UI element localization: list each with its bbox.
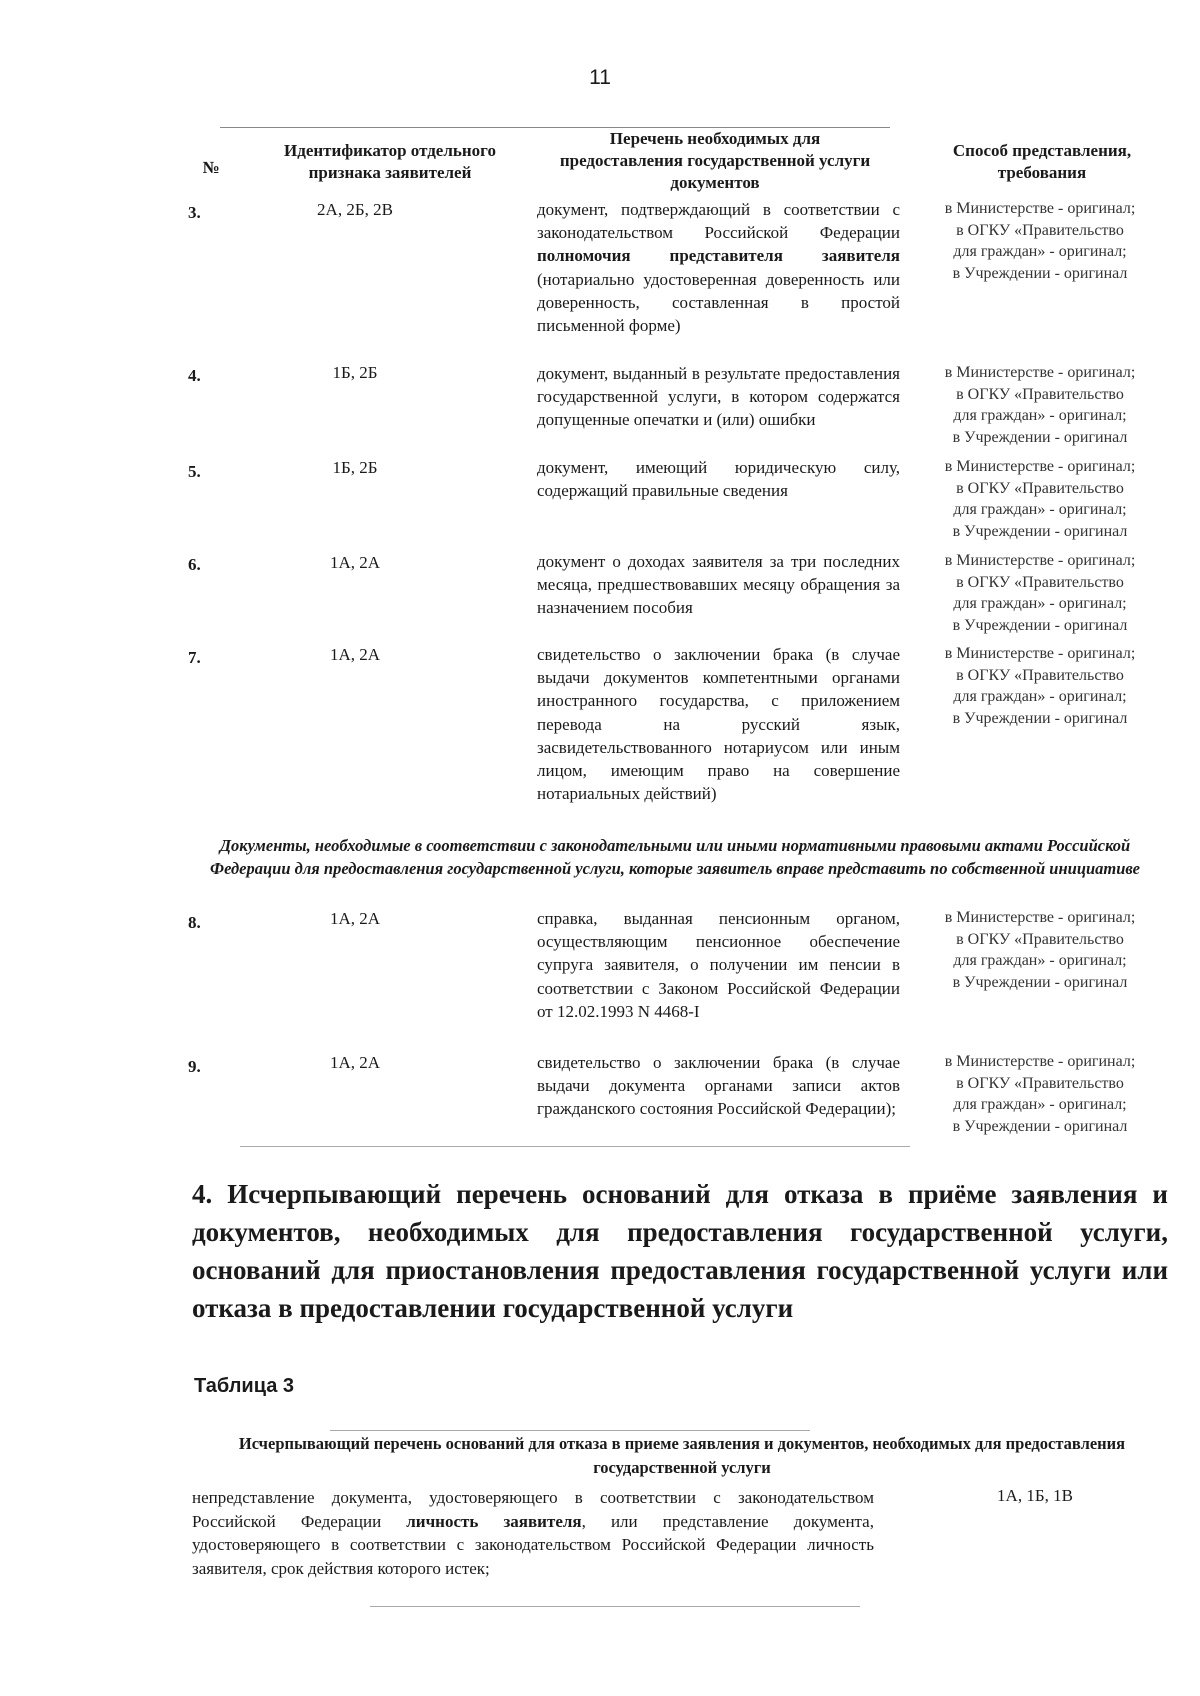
row-submission-method: в Министерстве - оригинал; в ОГКУ «Правительство для граждан» - оригинал; в Учреждении - оригинал [944,200,1136,282]
row-number: 4. [188,366,201,385]
table3-reason: непредставление документа, удостоверяющего в соответствии с законодательством Российской Федерации личность заявителя, или представление документа, удостоверяющего в соответствии с законодательством Российской Федерации личность заявителя, срок действия которого истек; [192,1488,874,1578]
table-caption: Таблица 3 [194,1375,295,1397]
row-document-description: документ, имеющий юридическую силу, содержащий правильные сведения [537,458,900,501]
table-bottom-rule [240,1146,910,1147]
row-submission-method: в Министерстве - оригинал; в ОГКУ «Правительство для граждан» - оригинал; в Учреждении - оригинал [944,552,1136,634]
row-submission-method: в Министерстве - оригинал; в ОГКУ «Правительство для граждан» - оригинал; в Учреждении - оригинал [944,909,1136,991]
header-identifier: Идентификатор отдельного признака заявителей [284,141,496,182]
row-number: 8. [188,913,201,932]
row-identifiers: 1Б, 2Б [332,458,378,477]
row-number: 3. [188,203,201,222]
row-number: 5. [188,462,201,481]
row-number: 9. [188,1057,201,1076]
row-number: 7. [188,648,201,667]
row-document-description: документ, подтверждающий в соответствии с законодательством Российской Федерации полномочия представителя заявителя (нотариально удостоверенная доверенность или доверенность, составленная в простой письменной форме) [537,200,900,336]
row-identifiers: 2А, 2Б, 2В [317,200,393,219]
row-submission-method: в Министерстве - оригинал; в ОГКУ «Правительство для граждан» - оригинал; в Учреждении - оригинал [944,364,1136,446]
row-identifiers: 1Б, 2Б [332,363,378,382]
header-number: № [202,158,220,177]
header-method: Способ представления, требования [952,141,1132,182]
row-document-description: документ о доходах заявителя за три последних месяца, предшествовавших месяцу обращения за назначением пособия [537,552,900,618]
row-document-description: свидетельство о заключении брака (в случае выдачи документа органами записи актов гражданского состояния Российской Федерации); [537,1053,900,1119]
page-number: 11 [589,66,611,89]
row-identifiers: 1А, 2А [329,909,381,928]
row-number: 6. [188,555,201,574]
row-identifiers: 1А, 2А [329,1053,381,1072]
row-submission-method: в Министерстве - оригинал; в ОГКУ «Правительство для граждан» - оригинал; в Учреждении - оригинал [944,1053,1136,1135]
header-documents: Перечень необходимых для предоставления государственной услуги документов [559,129,871,192]
row-identifiers: 1А, 2А [329,645,381,664]
table3-title: Исчерпывающий перечень оснований для отказа в приеме заявления и документов, необходимых для предоставления государственной услуги [238,1434,1126,1477]
table3-bottom-rule [370,1606,860,1607]
table3-top-rule [330,1430,810,1431]
group-heading: Документы, необходимые в соответствии с законодательными или иными нормативными правовыми актами Российской Федерации для предоставления государственной услуги, которые заявитель вправе представить по собственной инициативе [210,836,1140,878]
row-document-description: свидетельство о заключении брака (в случае выдачи документов компетентными органами иностранного государства, с приложением перевода на русский язык, засвидетельствованного нотариусом или иным лицом, имеющим право на совершение нотариальных действий) [537,645,900,804]
section-heading: 4. Исчерпывающий перечень оснований для отказа в приёме заявления и документов, необходимых для предоставления государственной услуги, оснований для приостановления предоставления государственной услуги или отказа в предоставлении государственной услуги [192,1179,1168,1323]
row-document-description: справка, выданная пенсионным органом, осуществляющим пенсионное обеспечение супруга заявителя, о получении им пенсии в соответствии с Законом Российской Федерации от 12.02.1993 N 4468-I [537,909,900,1021]
row-identifiers: 1А, 2А [329,553,381,572]
table3-identifiers: 1А, 1Б, 1В [997,1486,1073,1505]
row-submission-method: в Министерстве - оригинал; в ОГКУ «Правительство для граждан» - оригинал; в Учреждении - оригинал [944,458,1136,540]
row-submission-method: в Министерстве - оригинал; в ОГКУ «Правительство для граждан» - оригинал; в Учреждении - оригинал [944,645,1136,727]
row-document-description: документ, выданный в результате предоставления государственной услуги, в котором содержатся допущенные опечатки и (или) ошибки [537,364,900,430]
